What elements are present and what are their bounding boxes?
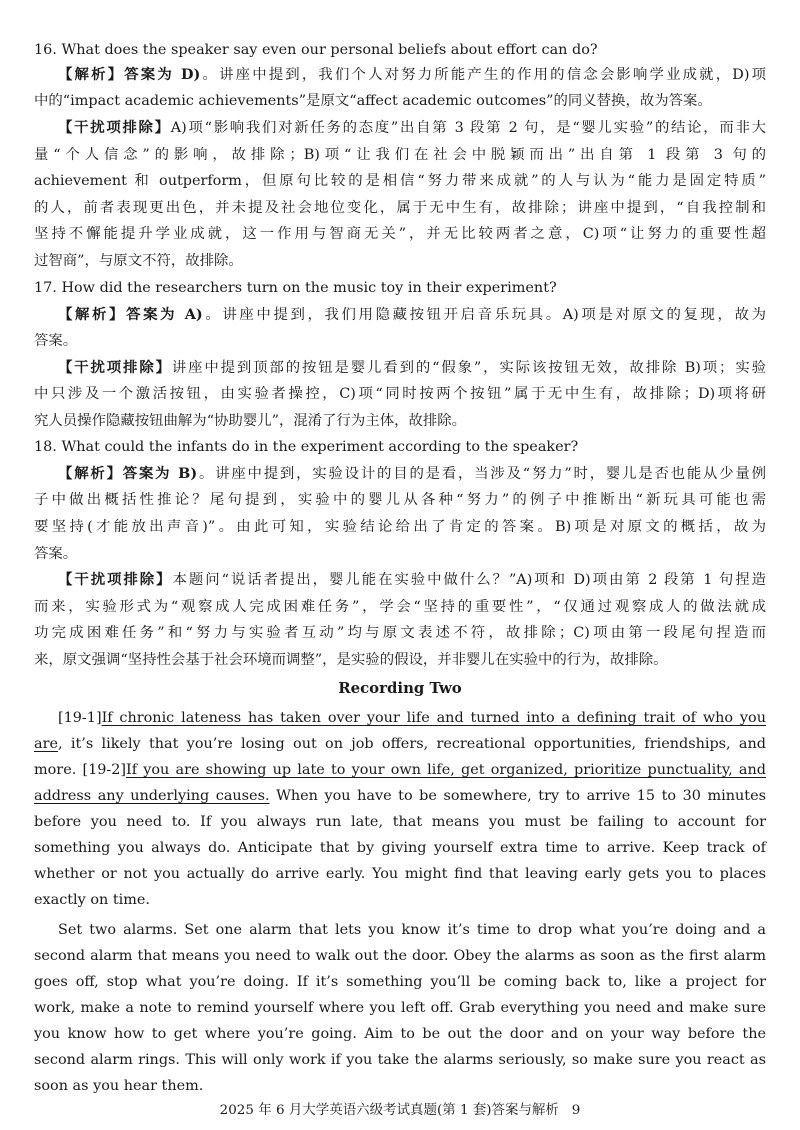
transcript-line-1 xyxy=(58,708,766,728)
distractor-17-line-1: 【干扰项排除】讲座中提到顶部的按钮是婴儿看到的“假象”，实际该按钮无效，故排除 B)项；实验 xyxy=(58,359,766,376)
distractor-16-line-1: 【干扰项排除】A)项“影响我们对新任务的态度”出自第 3 段第 2 句，是“婴儿实验”的结论，而非大 xyxy=(58,119,766,136)
transcript-p2-line-5: you know how to get where you’re going. Aim to be out the door and on your way before the xyxy=(34,1026,766,1042)
transcript-p2-line-4: work, make a note to remind yourself where you left off. Grab everything you need and make sure xyxy=(34,1000,766,1016)
analysis-16-line-2: 中的“impact academic achievements”是原文“affect academic outcomes”的同义替换，故为答案。 xyxy=(34,93,712,109)
analysis-16-line-1: 【解析】答案为 D)。讲座中提到，我们个人对努力所能产生的作用的信念会影响学业成就，D)项 xyxy=(58,66,766,83)
distractor-18-line-1: 【干扰项排除】本题问“说话者提出，婴儿能在实验中做什么？”A)项和 D)项由第 2 段第 1 句捏造 xyxy=(58,571,766,588)
page-footer xyxy=(0,1100,800,1120)
analysis-18-line-2: 子中做出概括性推论？尾句提到，实验中的婴儿从各种“努力”的例子中推断出“新玩具可能也需 xyxy=(34,492,766,508)
analysis-18-line-4: 答案。 xyxy=(34,546,78,562)
question-16: 16. What does the speaker say even our personal beliefs about effort can do? xyxy=(34,42,598,58)
transcript-line-3: more. [19-2]If you are showing up late to your own life, get organized, prioritize punctuality, and xyxy=(34,762,766,778)
distractor-18-line-3: 功完成困难任务”和“努力与实验者互动”均与原文表述不符，故排除；C)项由第一段尾句捏造而 xyxy=(34,625,766,641)
underlined-key-sentence: If chronic lateness has taken over your life and turned into a defining trait of who you xyxy=(101,710,766,726)
transcript-line-4: address any underlying causes. When you have to be somewhere, try to arrive 15 to 30 minutes xyxy=(34,788,766,804)
transcript-line-2: are, it’s likely that you’re losing out on job offers, recreational opportunities, friendships, and xyxy=(34,736,766,752)
distractor-tag: 【干扰项排除】 xyxy=(58,119,171,136)
question-18: 18. What could the infants do in the experiment according to the speaker? xyxy=(34,439,579,455)
analysis-17-line-1: 【解析】答案为 A)。讲座中提到，我们用隐藏按钮开启音乐玩具。A)项是对原文的复现，故为 xyxy=(58,306,766,323)
analysis-18-line-3: 要坚持(才能放出声音)”。由此可知，实验结论给出了肯定的答案。B)项是对原文的概括，故为 xyxy=(34,519,766,535)
distractor-16-line-2: 量“个人信念”的影响，故排除；B)项“让我们在社会中脱颖而出”出自第 1 段第 3 句的 xyxy=(34,147,766,163)
analysis-tag: 【解析】答案为 A) xyxy=(58,306,203,323)
distractor-17-line-2: 中只涉及一个激活按钮，由实验者操控，C)项“同时按两个按钮”属于无中生有，故排除；D)项将研 xyxy=(34,386,766,402)
section-heading: Recording Two xyxy=(338,679,462,697)
underlined-key-sentence: are xyxy=(34,736,58,752)
distractor-16-line-3: achievement 和 outperform，但原句比较的是相信“努力带来成就”的人与认为“能力是固定特质” xyxy=(34,173,766,189)
transcript-p2-line-7: soon as you hear them. xyxy=(34,1078,204,1094)
marker-19-2: [19-2] xyxy=(82,762,127,778)
transcript-p2-line-1: Set two alarms. Set one alarm that lets you know it’s time to drop what you’re doing and a xyxy=(58,922,766,938)
distractor-16-line-4: 的人，前者表现更出色，并未提及社会地位变化，属于无中生有，故排除；讲座中提到，“自我控制和 xyxy=(34,200,766,216)
transcript-p2-line-3: goes off, stop what you’re doing. If it’s something you’ll be coming back to, like a project for xyxy=(34,974,766,990)
transcript-line-8: exactly on time. xyxy=(34,892,150,908)
distractor-18-line-4: 来，原文强调“坚持性会基于社会环境而调整”，是实验的假设，并非婴儿在实验中的行为，故排除。 xyxy=(34,652,668,668)
distractor-16-line-6: 过智商”，与原文不符，故排除。 xyxy=(34,253,243,269)
distractor-18-line-2: 而来，实验形式为“观察成人完成困难任务”，学会“坚持的重要性”，“仅通过观察成人的做法就成 xyxy=(34,599,766,615)
distractor-17-line-3: 究人员操作隐藏按钮曲解为“协助婴儿”，混淆了行为主体，故排除。 xyxy=(34,413,467,429)
footer-title: 2025 年 6 月大学英语六级考试真题(第 1 套)答案与解析 xyxy=(219,1102,559,1118)
analysis-tag: 【解析】答案为 B) xyxy=(58,465,198,482)
transcript-line-6: something you always do. Anticipate that by giving yourself extra time to arrive. Keep track of xyxy=(34,840,766,856)
underlined-key-sentence: If you are showing up late to your own life, get organized, prioritize punctuality, and xyxy=(126,762,766,778)
distractor-16-line-5: 坚持不懈能提升学业成就，这一作用与智商无关”，并无比较两者之意，C)项“让努力的重要性超 xyxy=(34,226,766,242)
analysis-tag: 【解析】答案为 D) xyxy=(58,66,201,83)
marker-19-1: [19-1] xyxy=(58,710,102,726)
page-number: 9 xyxy=(571,1102,581,1118)
distractor-tag: 【干扰项排除】 xyxy=(58,571,173,588)
analysis-17-line-2: 答案。 xyxy=(34,333,78,349)
transcript-line-7: whether or not you actually do arrive early. You might find that leaving early gets you to places xyxy=(34,866,766,882)
analysis-18-line-1: 【解析】答案为 B)。讲座中提到，实验设计的目的是看，当涉及“努力”时，婴儿是否也能从少量例 xyxy=(58,465,767,482)
transcript-p2-line-6: second alarm rings. This will only work if you take the alarms seriously, so make sure you react as xyxy=(34,1052,766,1068)
distractor-tag: 【干扰项排除】 xyxy=(58,359,172,376)
transcript-p2-line-2: second alarm that means you need to walk out the door. Obey the alarms as soon as the first alarm xyxy=(34,948,766,964)
transcript-line-5: before you need to. If you always run late, that means you must be failing to account for xyxy=(34,814,766,830)
underlined-key-sentence: address any underlying causes. xyxy=(34,788,270,804)
question-17: 17. How did the researchers turn on the music toy in their experiment? xyxy=(34,280,557,296)
